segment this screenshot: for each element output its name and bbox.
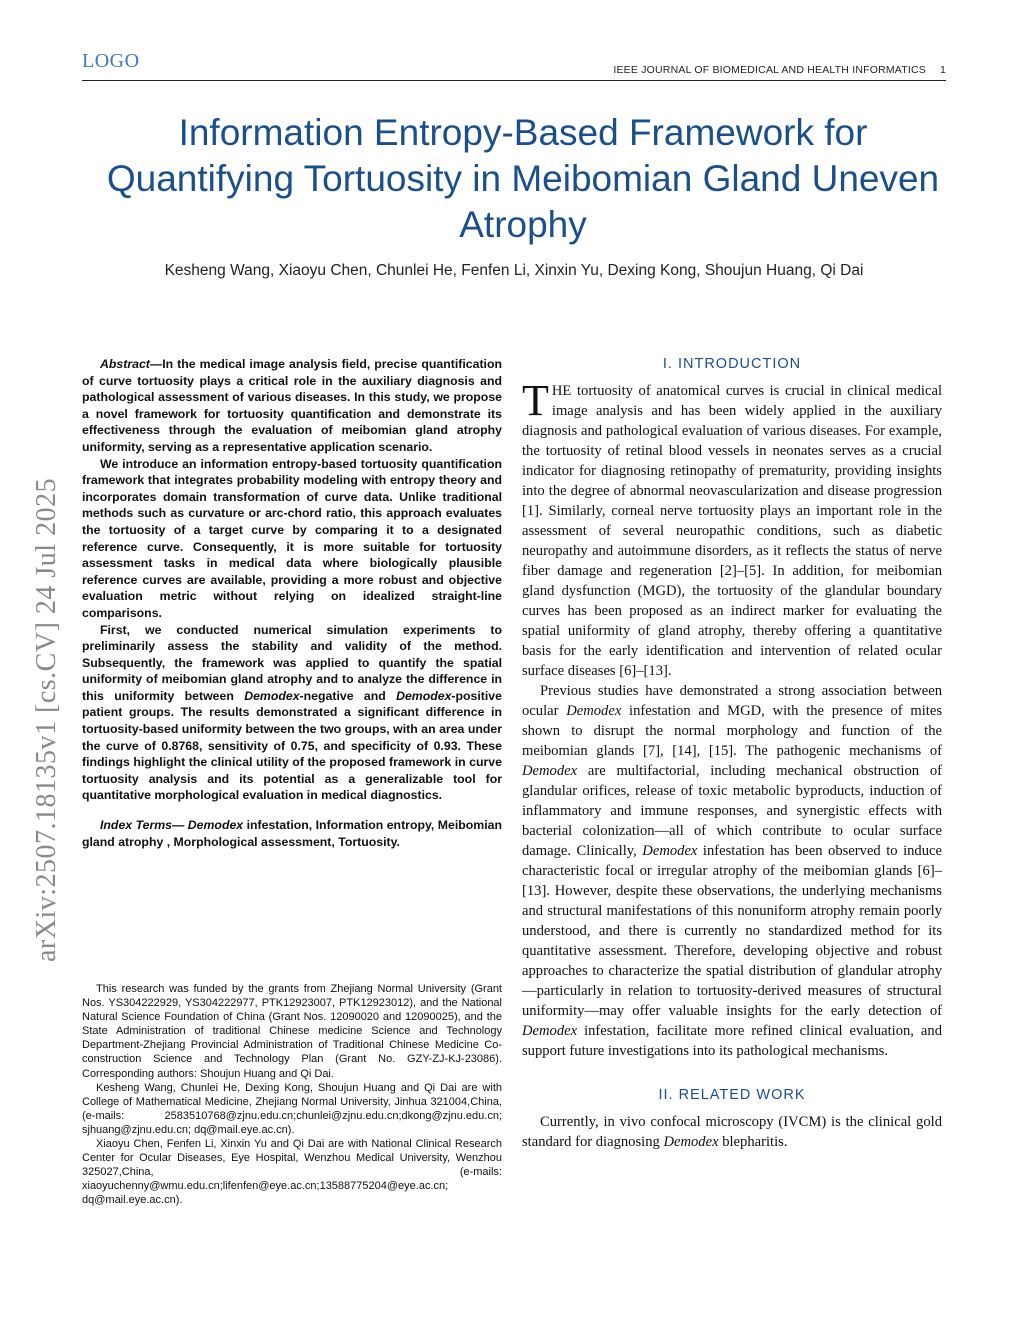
drop-cap: T [522, 376, 549, 425]
page-number: 1 [939, 64, 946, 76]
section-heading-related-work: II. RELATED WORK [658, 1087, 806, 1103]
intro-text-1: tortuosity of anatomical curves is crucial in clinical medical image analysis and has been widely applied in the auxiliary diagnosis and pathological evaluation of various diseases. For example, the tortuosity of retinal blood vessels in neonates serves as a crucial indicator for diagnosing retinopathy of prematurity, providing insights into the degree of abnormal neovascularization and disease progression [1]. Similarly, corneal nerve tortuosity plays an important role in the assessment of several neuropathic conditions, such as diabetic neuropathy and autoimmune disorders, as it reflects the status of nerve fiber damage and regeneration [2]–[5]. In addition, for meibomian gland dysfunction (MGD), the tortuosity of the glandular boundary curves has been proposed as an indirect marker for evaluating the spatial uniformity of gland atrophy, thereby offering a quantitative basis for the early identification and intervention of related ocular surface diseases [6]–[13]. [522, 383, 942, 679]
intro-smallcaps: HE [551, 383, 572, 399]
intro-text-2e: infestation, facilitate more refined clinical evaluation, and support future investigations into its pathological mechanisms. [522, 1023, 942, 1059]
footnote-affiliation-2: Xiaoyu Chen, Fenfen Li, Xinxin Yu and Qi Dai are with National Clinical Research Center for Ocular Diseases, Eye Hospital, Wenzhou Medical University, Wenzhou 325027,China, (e-mails: xiaoyuchenny@wmu.edu.cn;lifenfen@eye.ac.cn;13588775204@eye.ac.cn; dq@mail.eye.ac.cn). [82, 1138, 502, 1207]
right-column [522, 356, 942, 1152]
abstract [82, 356, 502, 804]
intro-text-2d: infestation has been observed to induce characteristic focal or irregular atrophy of the meibomian glands [6]–[13]. However, despite these observations, the underlying mechanisms and structural manifestations of this nonuniform atrophy remain poorly understood, and there is currently no standardized method for its quantitative assessment. Therefore, developing objective and robust approaches to characterize the spatial distribution of glandular atrophy—particularly in relation to tortuosity-derived measures of structural uniformity—may offer valuable insights for the early detection of [522, 843, 942, 1019]
demodex-term: Demodex [522, 1023, 578, 1039]
journal-name: IEEE JOURNAL OF BIOMEDICAL AND HEALTH INFORMATICS [613, 64, 926, 76]
abstract-text-3b: -negative and [299, 688, 397, 703]
abstract-paragraph-1 [82, 356, 502, 456]
index-terms-text: infestation, Information entropy, Meibomian gland atrophy , Morphological assessment, Tortuosity. [82, 818, 502, 849]
arxiv-identifier[interactable]: arXiv:2507.18135v1 [cs.CV] 24 Jul 2025 [31, 477, 62, 962]
demodex-term: Demodex [663, 1134, 719, 1150]
abstract-lead: Abstract— [100, 357, 163, 371]
abstract-paragraph-3 [82, 622, 502, 805]
paper-title: Information Entropy-Based Framework for Quantifying Tortuosity in Meibomian Gland Uneven Atrophy [106, 112, 940, 245]
footnote-affiliation-1: Kesheng Wang, Chunlei He, Dexing Kong, Shoujun Huang and Qi Dai are with College of Mathematical Medicine, Zhejiang Normal University, Jinhua 321004,China, (e-mails: 2583510768@zjnu.edu.cn;chunlei@zjnu.edu.cn;dkong@zjnu.edu.cn; sjhuang@zjnu.edu.cn; dq@mail.eye.ac.cn). [82, 1081, 502, 1136]
demodex-term: Demodex [642, 843, 698, 859]
abstract-text-3a: First, we conducted numerical simulation experiments to preliminarily assess the stability and validity of the method. Subsequently, the framework was applied to quantify the spatial uniformity of meibomian gland atrophy and to analyze the difference in this uniformity between [82, 622, 502, 703]
intro-paragraph-1 [522, 376, 942, 681]
intro-text-2b: infestation and MGD, with the presence of mites shown to disrupt the normal morphology and function of the meibomian glands [7], [14], [15]. The pathogenic mechanisms of [522, 703, 942, 759]
author-list: Kesheng Wang, Xiaoyu Chen, Chunlei He, Fenfen Li, Xinxin Yu, Dexing Kong, Shoujun Huang, Qi Dai [164, 262, 864, 279]
related-text-1b: blepharitis. [718, 1134, 788, 1150]
demodex-term: Demodex [396, 688, 452, 703]
index-terms-lead: Index Terms— Demodex [100, 818, 244, 833]
related-paragraph-1 [522, 1112, 942, 1152]
related-text-1a: Currently, in vivo confocal microscopy (IVCM) is the clinical gold standard for diagnosing [522, 1114, 942, 1150]
abstract-text-1: In the medical image analysis field, precise quantification of curve tortuosity plays a critical role in the auxiliary diagnosis and pathological assessment of various diseases. In this study, we propose a novel framework for tortuosity quantification and demonstrate its effectiveness through the evaluation of meibomian gland atrophy uniformity, serving as a representative application scenario. [82, 357, 502, 454]
demodex-term: Demodex [522, 763, 578, 779]
abstract-paragraph-2: We introduce an information entropy-based tortuosity quantification framework that integrates probability modeling with entropy theory and incorporates domain transformation of curve data. Unlike traditional methods such as curvature or arc-chord ratio, this approach evaluates the tortuosity of a target curve by comparing it to a designated reference curve. Consequently, it is more suitable for tortuosity assessment tasks in medical data where biologically plausible reference curves are available, providing a more robust and objective evaluation metric without relying on idealized straight-line comparisons. [82, 456, 502, 620]
demodex-term: Demodex [566, 703, 622, 719]
intro-text-2c: are multifactorial, including mechanical obstruction of glandular orifices, release of toxic metabolic byproducts, induction of inflammatory and immune responses, and synergistic effects with bacterial colonization—all of which contribute to ocular surface damage. Clinically, [522, 763, 942, 859]
journal-logo: LOGO [82, 50, 140, 72]
footnote-funding: This research was funded by the grants from Zhejiang Normal University (Grant Nos. YS304222929, YS304222977, PTK12923007, PTK12923012), and the National Natural Science Foundation of China (Grant Nos. 12090020 and 12090025), and the State Administration of traditional Chinese medicine Science and Technology Department-Zhejiang Provincial Administration of Traditional Chinese Medicine Co-construction Science and Technology Plan (Grant No. GZY-ZJ-KJ-23086). Corresponding authors: Shoujun Huang and Qi Dai. [82, 983, 502, 1080]
abstract-text-3c: -positive patient groups. The results demonstrated a significant difference in tortuosity-based uniformity between the two groups, with an area under the curve of 0.8768, sensitivity of 0.75, and specificity of 0.93. These findings highlight the clinical utility of the proposed framework in curve tortuosity analysis and its potential as a generalizable tool for quantitative morphological evaluation in medical diagnostics. [82, 688, 502, 803]
intro-paragraph-2 [522, 681, 942, 1061]
demodex-term: Demodex [244, 688, 300, 703]
left-column [82, 356, 502, 863]
header-rule [82, 80, 946, 81]
section-heading-introduction: I. INTRODUCTION [662, 356, 802, 372]
index-terms [82, 817, 502, 850]
running-head [613, 64, 946, 76]
funding-footnote [82, 982, 502, 1208]
intro-text-2a: Previous studies have demonstrated a strong association between ocular [522, 683, 942, 719]
